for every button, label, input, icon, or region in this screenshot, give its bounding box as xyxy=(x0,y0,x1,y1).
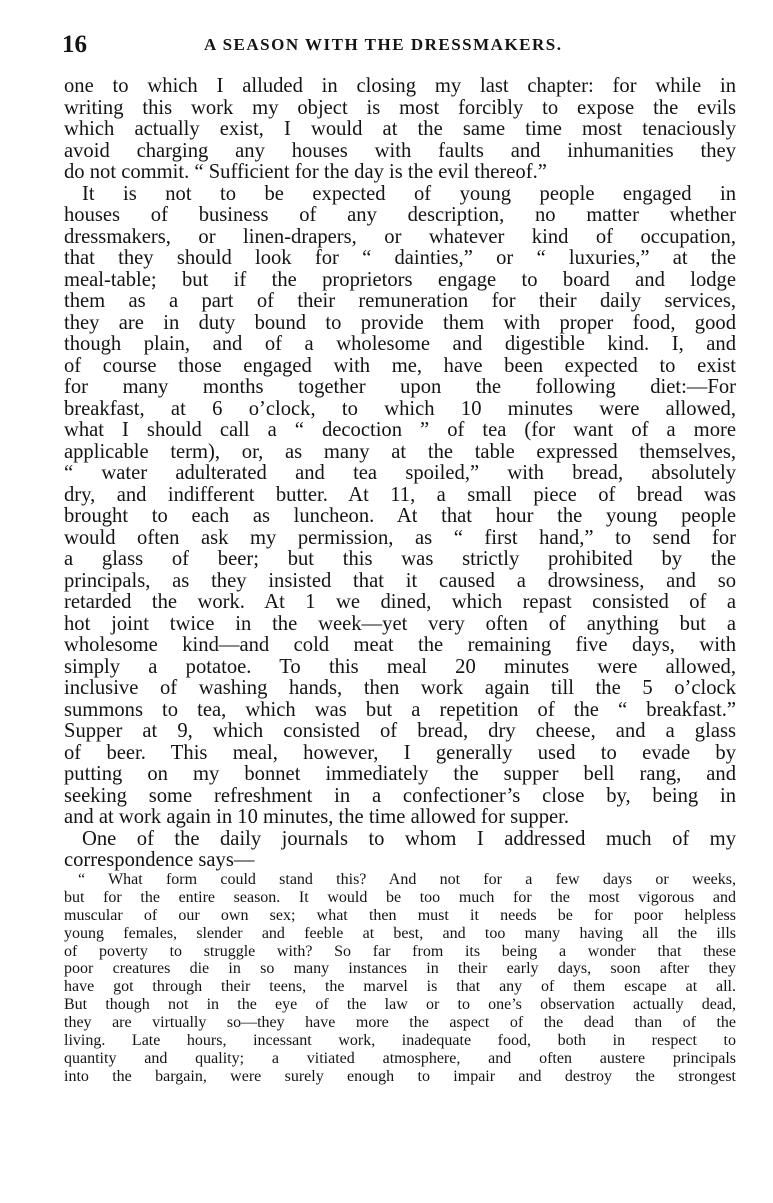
text-line: brought to each as luncheon. At that hour the young people xyxy=(64,505,736,527)
quote-line: they are virtually so—they have more the aspect of the dead than of the xyxy=(64,1014,736,1032)
text-line: Supper at 9, which consisted of bread, dry cheese, and a glass xyxy=(64,720,736,742)
text-line: One of the daily journals to whom I addressed much of my xyxy=(82,827,736,850)
text-line: though plain, and of a wholesome and digestible kind. I, and xyxy=(64,333,736,355)
quote-line: “ What form could stand this? And not for a few days or weeks, xyxy=(78,871,736,888)
text-line: which actually exist, I would at the same time most tenaciously xyxy=(64,118,736,140)
text-line: avoid charging any houses with faults and inhumanities they xyxy=(64,139,736,162)
page-number: 16 xyxy=(62,31,87,58)
quote-line: but for the entire season. It would be too much for the most vigorous and xyxy=(64,888,736,906)
text-line: a glass of beer; but this was strictly prohibited by the xyxy=(64,548,736,570)
text-line: do not commit. “ Sufficient for the day is the evil thereof.” xyxy=(64,161,547,183)
quote-line: into the bargain, were surely enough to impair and destroy the strongest xyxy=(64,1067,736,1085)
text-line: would often ask my permission, as “ first hand,” to send for xyxy=(64,526,736,549)
quote-line: young females, slender and feeble at best, and too many having all the ills xyxy=(64,924,736,942)
text-line: of beer. This meal, however, I generally used to evade by xyxy=(64,741,736,764)
text-line: that they should look for “ dainties,” or “ luxuries,” at the xyxy=(64,247,736,269)
text-line: putting on my bonnet immediately the supper bell rang, and xyxy=(64,763,736,785)
text-line: applicable term), or, as many at the table expressed themselves, xyxy=(64,440,736,463)
text-line: what I should call a “ decoction ” of tea (for want of a more xyxy=(64,419,736,441)
text-line: them as a part of their remuneration for their daily services, xyxy=(64,290,736,312)
quote-line: poor creatures die in so many instances in their early days, soon after they xyxy=(64,960,736,978)
quote-line: But though not in the eye of the law or to one’s observation actually dead, xyxy=(64,996,736,1014)
text-line: correspondence says— xyxy=(64,849,255,871)
text-line: and at work again in 10 minutes, the time allowed for supper. xyxy=(64,806,569,828)
text-line: simply a potatoe. To this meal 20 minutes were allowed, xyxy=(64,655,736,678)
text-line: inclusive of washing hands, then work again till the 5 o’clock xyxy=(64,677,736,699)
page-header xyxy=(62,30,742,60)
text-line: meal-table; but if the proprietors engage to board and lodge xyxy=(64,268,736,291)
paragraph xyxy=(64,184,736,829)
text-line: hot joint twice in the week—yet very often of anything but a xyxy=(64,612,736,635)
quote-line: quantity and quality; a vitiated atmosphere, and often austere principals xyxy=(64,1049,736,1067)
quote-line: have got through their teens, the marvel is that any of them escape at all. xyxy=(64,978,736,996)
text-line: for many months together upon the following diet:—For xyxy=(64,376,736,398)
running-title: A SEASON WITH THE DRESSMAKERS. xyxy=(204,35,563,54)
text-line: houses of business of any description, no matter whether xyxy=(64,204,736,226)
body-text xyxy=(64,76,736,872)
text-line: writing this work my object is most forcibly to expose the evils xyxy=(64,96,736,119)
text-line: summons to tea, which was but a repetition of the “ breakfast.” xyxy=(64,698,736,721)
text-line: dry, and indifferent butter. At 11, a small piece of bread was xyxy=(64,483,736,506)
text-line: wholesome kind—and cold meat the remaining five days, with xyxy=(64,634,736,656)
block-quotation xyxy=(64,871,736,1086)
text-line: seeking some refreshment in a confectioner’s close by, being in xyxy=(64,784,736,807)
quote-line: muscular of our own sex; what then must it needs be for poor helpless xyxy=(64,906,736,924)
text-line: It is not to be expected of young people engaged in xyxy=(82,182,736,205)
text-line: principals, as they insisted that it caused a drowsiness, and so xyxy=(64,569,736,592)
paragraph xyxy=(64,76,736,184)
text-line: retarded the work. At 1 we dined, which repast consisted of a xyxy=(64,591,736,613)
text-line: of course those engaged with me, have been expected to exist xyxy=(64,354,736,377)
text-line: they are in duty bound to provide them with proper food, good xyxy=(64,311,736,334)
text-line: “ water adulterated and tea spoiled,” with bread, absolutely xyxy=(64,462,736,484)
paragraph xyxy=(64,829,736,872)
text-line: one to which I alluded in closing my last chapter: for while in xyxy=(64,75,736,97)
text-line: dressmakers, or linen-drapers, or whatever kind of occupation, xyxy=(64,225,736,248)
text-line: breakfast, at 6 o’clock, to which 10 minutes were allowed, xyxy=(64,397,736,420)
quote-line: living. Late hours, incessant work, inadequate food, both in respect to xyxy=(64,1032,736,1050)
quote-line: of poverty to struggle with? So far from its being a wonder that these xyxy=(64,942,736,960)
